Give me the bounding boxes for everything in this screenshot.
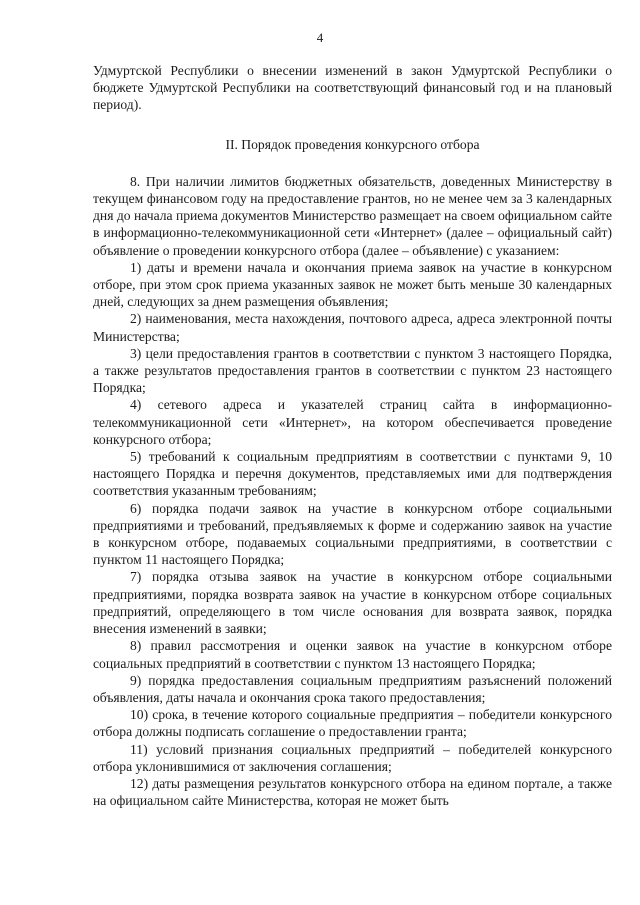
document-body xyxy=(93,62,612,809)
intro-paragraph: Удмуртской Республики о внесении изменений в закон Удмуртской Республики о бюджете Удмуртской Республики на соответствующий финансовый год и на плановый период). xyxy=(93,63,612,113)
list-item: 1) даты и времени начала и окончания приема заявок на участие в конкурсном отборе, при этом срок приема указанных заявок не может быть меньше 30 календарных дней, следующих за днем размещения объявления; xyxy=(93,259,612,310)
list-item: 11) условий признания социальных предприятий – победителей конкурсного отбора уклонившимися от заключения соглашения; xyxy=(93,741,612,774)
list-item: 6) порядка подачи заявок на участие в конкурсном отборе социальными предприятиями и требований, предъявляемых к форме и содержанию заявок на участие в конкурсном отборе, подаваемых социальными предприятиями, в соответствии с пунктом 11 настоящего Порядка; xyxy=(93,500,612,568)
list-item: 5) требований к социальным предприятиям в соответствии с пунктами 9, 10 настоящего Порядка и перечня документов, представляемых ими для подтверждения соответствия указанным требованиям; xyxy=(93,449,612,499)
page-number: 4 xyxy=(316,30,324,45)
list-item: 4) сетевого адреса и указателей страниц сайта в информационно-телекоммуникационной сети «Интернет», на котором обеспечивается проведение конкурсного отбора; xyxy=(93,397,612,447)
list-item: 12) даты размещения результатов конкурсного отбора на едином портале, а также на официальном сайте Министерства, которая не может быть xyxy=(93,775,612,809)
list-item: 3) цели предоставления грантов в соответствии с пунктом 3 настоящего Порядка, а также результатов предоставления грантов в соответствии с пунктом 23 настоящего Порядка; xyxy=(93,345,612,396)
list-item: 8) правил рассмотрения и оценки заявок на участие в конкурсном отборе социальных предприятий в соответствии с пунктом 13 настоящего Порядка; xyxy=(93,638,612,671)
list-item: 9) порядка предоставления социальным предприятиям разъяснений положений объявления, даты начала и окончания срока такого предоставления; xyxy=(93,672,612,705)
section-heading: II. Порядок проведения конкурсного отбора xyxy=(225,136,480,152)
list-item: 2) наименования, места нахождения, почтового адреса, адреса электронной почты Министерства; xyxy=(93,311,612,344)
paragraph-8: 8. При наличии лимитов бюджетных обязательств, доведенных Министерству в текущем финансовом году на предоставление грантов, но не менее чем за 3 календарных дня до начала приема документов Министерство размещает на своем официальном сайте в информационно-телекоммуникационной сети «Интернет» (далее – официальный сайт) объявление о проведении конкурсного отбора (далее – объявление) с указанием: xyxy=(93,173,612,258)
list-item: 10) срока, в течение которого социальные предприятия – победители конкурсного отбора должны подписать соглашение о предоставлении гранта; xyxy=(93,707,612,740)
list-item: 7) порядка отзыва заявок на участие в конкурсном отборе социальными предприятиями, порядка возврата заявок на участие в конкурсном отборе социальных предприятий, определяющего в том числе основания для возврата заявок, порядка внесения изменений в заявки; xyxy=(93,569,612,637)
